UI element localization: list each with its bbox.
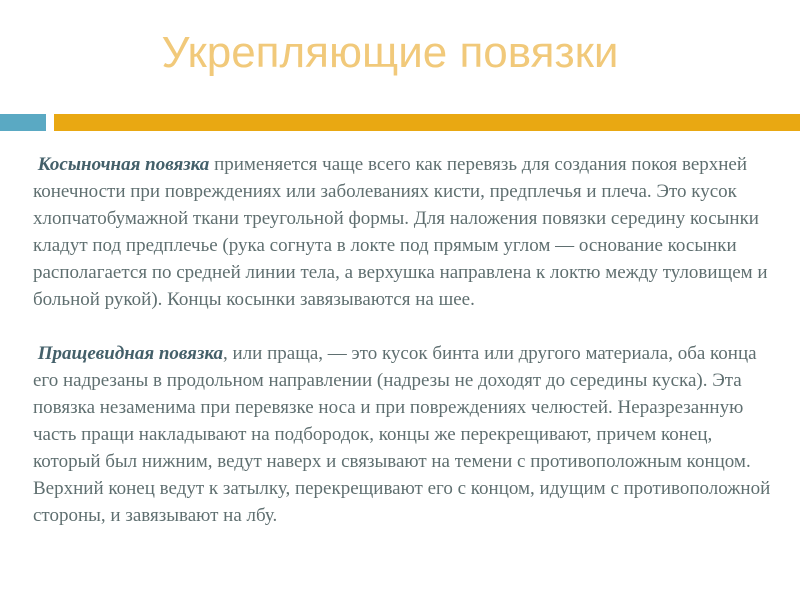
paragraph-kosynochnaya — [33, 151, 775, 313]
paragraph-text: применяется чаще всего как перевязь для создания покоя верхней конечности при повреждениях или заболеваниях кисти, предплечья и плеча. Это кусок хлопчатобумажной ткани треугольной формы. Для наложения повязки середину косынки кладут под предплечье (рука согнута в локте под прямым углом — основание косынки располагается по средней линии тела, а верхушка направлена к локтю между туловищем и больной рукой). Концы косынки завязываются на шее. — [33, 154, 768, 310]
accent-bar-gold — [54, 114, 800, 131]
accent-bar-blue — [0, 114, 46, 131]
paragraph-text: , или праща, — это кусок бинта или другого материала, оба конца его надрезаны в продольном направлении (надрезы не доходят до середины куска). Эта повязка незаменима при перевязке носа и при повреждениях челюстей. Неразрезанную часть пращи накладывают на подбородок, концы же перекрещивают, причем конец, который был нижним, ведут наверх и связывают на темени с противоположным концом. Верхний конец ведут к затылку, перекрещивают его с концом, идущим с противоположной стороны, и завязывают на лбу. — [33, 343, 771, 526]
paragraph-prashchevidnaya — [33, 340, 775, 529]
paragraph-lead: Косыночная повязка — [37, 154, 210, 175]
paragraph-lead: Пращевидная повязка — [37, 343, 224, 364]
slide-title: Укрепляющие повязки — [161, 28, 619, 77]
slide-body — [33, 151, 775, 529]
